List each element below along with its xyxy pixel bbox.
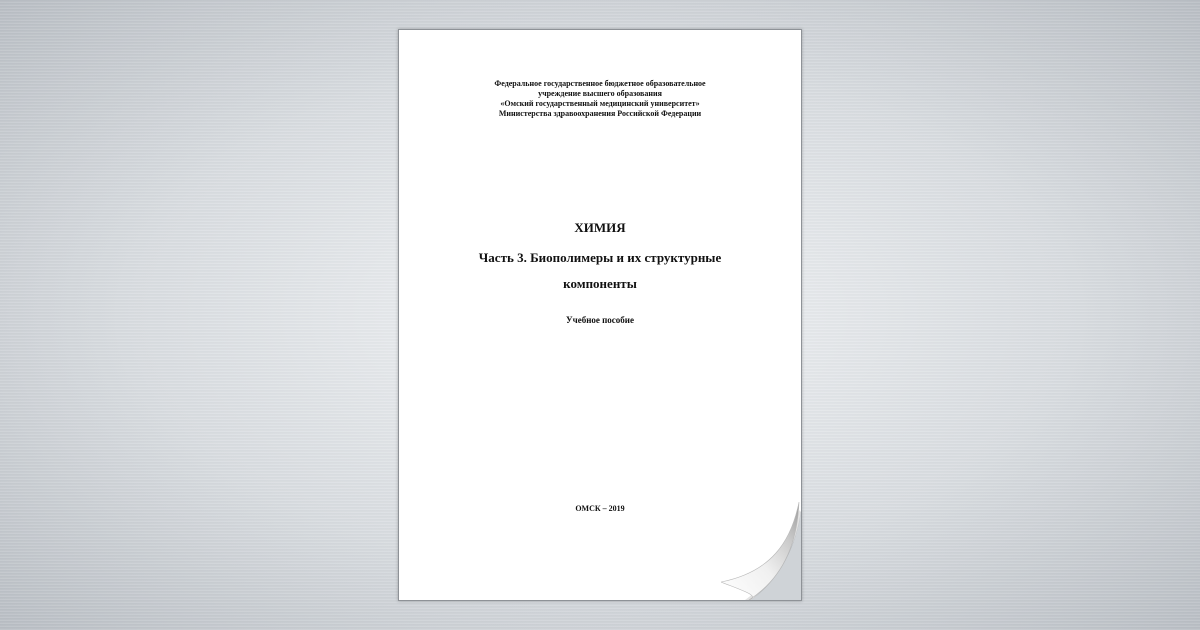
document-subtitle <box>399 245 801 297</box>
header-line: Министерства здравоохранения Российской Федерации <box>498 109 702 118</box>
subtitle-line-1: Часть 3. Биополимеры и их структурные <box>478 250 722 265</box>
header-line: Федеральное государственное бюджетное образовательное <box>494 79 706 88</box>
document-type: Учебное пособие <box>566 315 634 325</box>
city-year: ОМСК – 2019 <box>575 504 625 513</box>
institution-header <box>399 79 801 119</box>
header-line: «Омский государственный медицинский университет» <box>500 99 700 108</box>
header-line: учреждение высшего образования <box>538 89 662 98</box>
subtitle-line-2: компоненты <box>563 276 637 291</box>
document-title: ХИМИЯ <box>574 220 626 235</box>
document-page <box>398 29 802 601</box>
page-curl-icon <box>721 480 801 600</box>
